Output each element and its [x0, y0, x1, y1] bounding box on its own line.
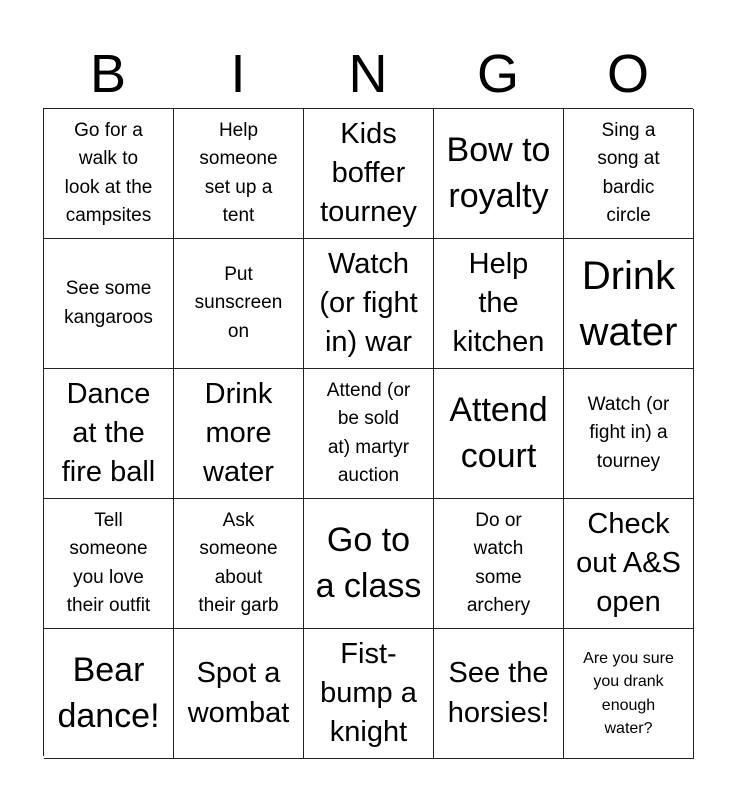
bingo-header	[43, 40, 693, 108]
bingo-cell[interactable]	[564, 369, 694, 499]
bingo-cell[interactable]	[44, 629, 174, 759]
cell-text: Drink water	[579, 253, 678, 354]
bingo-cell[interactable]	[174, 109, 304, 239]
bingo-cell[interactable]	[304, 109, 434, 239]
bingo-cell[interactable]	[564, 239, 694, 369]
bingo-cell[interactable]	[434, 629, 564, 759]
cell-text: Put sunscreen on	[194, 263, 283, 342]
bingo-cell[interactable]	[174, 629, 304, 759]
cell-text: Bear dance!	[57, 650, 160, 735]
cell-text: See the horsies!	[447, 657, 550, 729]
bingo-cell[interactable]	[304, 369, 434, 499]
cell-text: Are you sure you drank enough water?	[583, 650, 674, 737]
cell-text: Watch (or fight in) a tourney	[587, 393, 670, 472]
cell-text: Do or watch some archery	[466, 509, 531, 616]
cell-text: Help the kitchen	[452, 247, 545, 359]
bingo-cell[interactable]	[434, 109, 564, 239]
bingo-cell[interactable]	[564, 499, 694, 629]
cell-text: Check out A&S open	[576, 507, 681, 619]
bingo-cell[interactable]	[174, 239, 304, 369]
cell-text: Sing a song at bardic circle	[597, 119, 660, 226]
bingo-cell[interactable]	[304, 499, 434, 629]
bingo-cell[interactable]	[434, 369, 564, 499]
bingo-cell[interactable]	[304, 239, 434, 369]
cell-text: Bow to royalty	[446, 130, 551, 215]
header-letter-b: B	[89, 44, 127, 104]
bingo-cell[interactable]	[44, 369, 174, 499]
cell-text: Drink more water	[203, 377, 274, 489]
cell-text: Go for a walk to look at the campsites	[64, 119, 153, 226]
bingo-cell[interactable]	[564, 109, 694, 239]
cell-text: See some kangaroos	[64, 278, 153, 328]
header-letter-o: O	[606, 44, 649, 104]
header-letter-i: I	[230, 44, 246, 104]
bingo-cell[interactable]	[434, 239, 564, 369]
cell-text: Attend (or be sold at) martyr auction	[326, 379, 411, 486]
bingo-cell[interactable]	[44, 499, 174, 629]
bingo-cell[interactable]	[44, 239, 174, 369]
cell-text: Help someone set up a tent	[199, 119, 278, 226]
cell-text: Kids boffer tourney	[320, 117, 417, 229]
cell-text: Dance at the fire ball	[61, 377, 156, 489]
bingo-cell[interactable]	[44, 109, 174, 239]
header-letter-g: G	[476, 44, 519, 104]
cell-text: Watch (or fight in) war	[319, 247, 418, 359]
bingo-cell[interactable]	[564, 629, 694, 759]
bingo-cell[interactable]	[174, 499, 304, 629]
bingo-cell[interactable]	[434, 499, 564, 629]
bingo-grid	[43, 108, 693, 756]
cell-text: Ask someone about their garb	[198, 509, 279, 616]
cell-text: Attend court	[449, 390, 548, 475]
cell-text: Go to a class	[315, 520, 422, 605]
bingo-cell[interactable]	[304, 629, 434, 759]
header-letter-n: N	[348, 44, 388, 104]
cell-text: Fist- bump a knight	[320, 637, 417, 749]
cell-text: Spot a wombat	[187, 657, 290, 729]
cell-text: Tell someone you love their outfit	[66, 509, 151, 616]
bingo-cell[interactable]	[174, 369, 304, 499]
